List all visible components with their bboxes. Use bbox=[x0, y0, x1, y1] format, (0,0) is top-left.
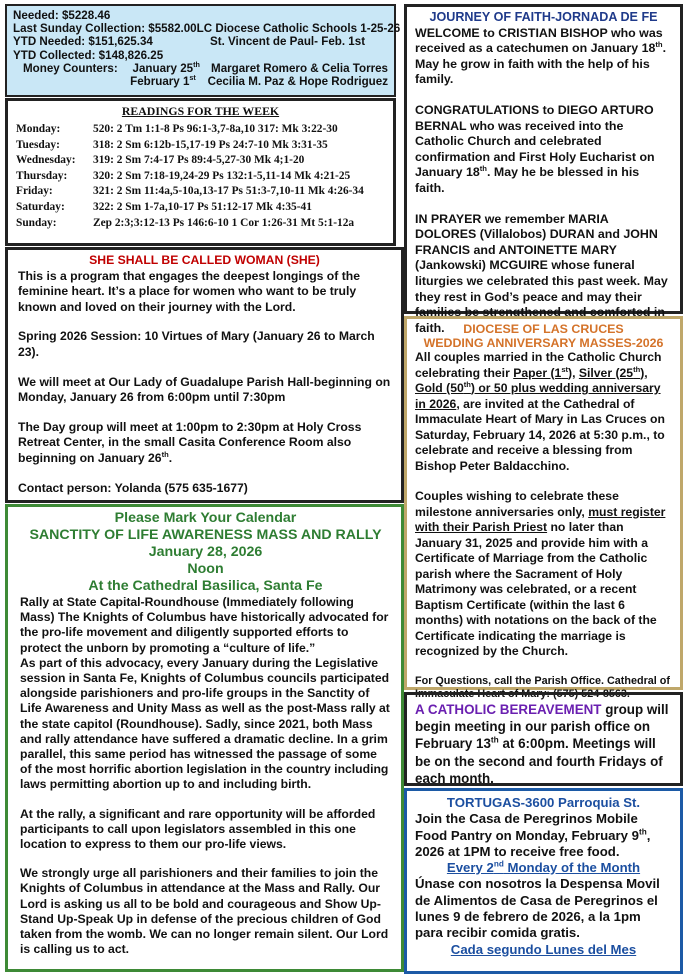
reading-row bbox=[16, 200, 385, 216]
journey-title: JOURNEY OF FAITH-JORNADA DE FE bbox=[429, 10, 658, 24]
counter-date-1: January 25th bbox=[132, 59, 200, 75]
sanctity-paragraph-2: As part of this advocacy, every January during the Legislative session in Santa Fe, Knights of Columbus councils participated alongside parishioners and pro-life groups in the Sanctity of Life Awareness and Unity Mass as well as the post-Mass rally at the state capitol (Roundhouse). Sadly, since 2021, both Mass and rally attendance have suffered a dramatic decline. In a grim parallel, this same period has witnessed the passage of some of the most horrific abortion legislation in the country including laws permitting abortion up to and including birth. bbox=[20, 655, 390, 792]
tortugas-schedule-link-es[interactable]: Cada segundo Lunes del Mes bbox=[450, 941, 637, 957]
tortugas-title: TORTUGAS-3600 Parroquia St. bbox=[446, 795, 641, 810]
journey-prayer: IN PRAYER we remember MARIA DOLORES (Villalobos) DURAN and JOHN FRANCIS and ANTOINETTE MARY (Jankowski) MCGUIRE whose funeral liturgies we celebrated this past week. May they rest in God’s peace and may their families be strengthened and comforted in faith. bbox=[415, 211, 668, 335]
tortugas-paragraph-en: Join the Casa de Peregrinos Mobile Food Pantry on Monday, February 9th, 2026 at 1PM to receive free food. bbox=[415, 811, 651, 859]
sanctity-paragraph-4: We strongly urge all parishioners and their families to join the Knights of Columbus in attendance at the Mass and Rally. Our Lord is asking us all to be bold and courageous and Show Up-Stand Up-Speak Up in defense of the precious children of God taken from the womb. We can no longer remain silent. Our Lord is calling us to act. bbox=[20, 866, 389, 957]
journey-welcome: WELCOME to CRISTIAN BISHOP who was received as a catechumen on January 18th. May he grow in faith with the help of his family. bbox=[415, 25, 667, 87]
reading-citations: 321: 2 Sm 11:4a,5-10a,13-17 Ps 51:3-7,10-11 Mk 4:26-34 bbox=[93, 185, 364, 198]
money-counters-label: Money Counters: bbox=[23, 61, 118, 75]
reading-citations: Zep 2:3;3:12-13 Ps 146:6-10 1 Cor 1:26-31 Mt 5:1-12a bbox=[93, 216, 355, 229]
wedding-box bbox=[404, 316, 683, 700]
readings-title: READINGS FOR THE WEEK bbox=[121, 104, 280, 118]
reading-day: Wednesday: bbox=[16, 154, 76, 167]
counter-date-2: February 1st bbox=[130, 73, 196, 89]
bereavement-box bbox=[404, 692, 683, 786]
reading-day: Thursday: bbox=[16, 169, 68, 182]
she-title: SHE SHALL BE CALLED WOMAN (SHE) bbox=[89, 253, 320, 267]
she-paragraph-1: This is a program that engages the deepest longings of the feminine heart. It’s a place for women who want to be truly known and loved on their journey with the Lord. bbox=[18, 268, 360, 314]
readings-box bbox=[5, 98, 396, 246]
reading-citations: 319: 2 Sm 7:4-17 Ps 89:4-5,27-30 Mk 4;1-20 bbox=[93, 154, 305, 167]
wedding-paragraph-1: All couples married in the Catholic Church celebrating their Paper (1st), Silver (25th), Gold (50th) or 50 plus wedding anniversary in 2026, are invited at the Cathedral of Immaculate Heart of Mary in Las Cruces on Saturday, February 14, 2026 at 5:30 p.m., to celebrate and receive a blessing from Bishop Peter Baldacchino. bbox=[415, 350, 665, 473]
sanctity-location: At the Cathedral Basilica, Santa Fe bbox=[88, 578, 323, 594]
needed-amount: Needed: $5228.46 bbox=[13, 9, 111, 22]
second-collection-2: St. Vincent de Paul- Feb. 1st bbox=[210, 35, 366, 49]
last-sunday-collection: Last Sunday Collection: $5582.00 bbox=[13, 22, 197, 36]
sanctity-heading-1: Please Mark Your Calendar bbox=[114, 510, 297, 526]
readings-list bbox=[16, 122, 385, 231]
second-collection-1: LC Diocese Catholic Schools 1-25-26 bbox=[196, 22, 401, 36]
reading-day: Monday: bbox=[16, 123, 61, 135]
wedding-paragraph-2: Couples wishing to celebrate these milestone anniversaries only, must register with their Parish Priest no later than January 31, 2025 and provide him with a Certificate of Marriage from the Catholic parish where the Sacrament of Holy Matrimony was celebrated, or a recent Baptism Certificate (within the last 6 months) with notations on the back of the Certificate indicating the marriage is recognized by the Church. bbox=[415, 489, 666, 658]
she-paragraph-2: Spring 2026 Session: 10 Virtues of Mary (January 26 to March 23). bbox=[18, 329, 375, 359]
sanctity-box bbox=[5, 504, 404, 972]
reading-row bbox=[16, 169, 385, 185]
counters-1: Margaret Romero & Celia Torres bbox=[211, 61, 388, 75]
reading-row bbox=[16, 153, 385, 169]
reading-row bbox=[16, 138, 385, 154]
sanctity-heading-2: SANCTITY OF LIFE AWARENESS MASS AND RALLY bbox=[29, 527, 382, 543]
sanctity-paragraph-1: Rally at State Capital-Roundhouse (Immediately following Mass) The Knights of Columbus have historically advocated for the pro-life movement and diligently supported efforts to protect the unborn by promoting a “culture of life.” bbox=[20, 595, 389, 655]
journey-congratulations: CONGRATULATIONS to DIEGO ARTURO BERNAL who was received into the Catholic Church and celebrated confirmation and First Holy Eucharist on January 18th. May he be blessed in his faith. bbox=[415, 102, 655, 195]
wedding-title-2: WEDDING ANNIVERSARY MASSES-2026 bbox=[423, 336, 664, 350]
bereavement-text: A CATHOLIC BEREAVEMENT group will begin meeting in our parish office on February 13th at 6:00pm. Meetings will be on the second and fourth Fridays of each month. bbox=[415, 702, 669, 786]
reading-citations: 520: 2 Tm 1:1-8 Ps 96:1-3,7-8a,10 317: Mk 3:22-30 bbox=[93, 123, 338, 135]
she-box bbox=[5, 247, 404, 503]
reading-citations: 320: 2 Sm 7:18-19,24-29 Ps 132:1-5,11-14 Mk 4:21-25 bbox=[93, 169, 351, 182]
ytd-needed: YTD Needed: $151,625.34 bbox=[13, 35, 153, 49]
reading-day: Saturday: bbox=[16, 200, 65, 213]
she-paragraph-4: The Day group will meet at 1:00pm to 2:30pm at Holy Cross Retreat Center, in the small Casita Conference Room also beginning on January 26th. bbox=[18, 419, 362, 465]
she-contact: Contact person: Yolanda (575 635-1677) bbox=[18, 480, 248, 495]
tortugas-box bbox=[404, 788, 683, 974]
sanctity-time: Noon bbox=[187, 561, 224, 577]
finance-box bbox=[5, 4, 401, 97]
wedding-contact: For Questions, call the Parish Office. Cathedral of Immaculate Heart of Mary: (575) 524-8563. bbox=[415, 674, 670, 700]
reading-row bbox=[16, 216, 385, 232]
tortugas-paragraph-es: Únase con nosotros la Despensa Movil de Alimentos de Casa de Peregrinos el lunes 9 de febrero de 2026, a la 1pm para recibir comida gratis. bbox=[415, 876, 660, 941]
reading-row bbox=[16, 184, 385, 200]
reading-day: Tuesday: bbox=[16, 138, 60, 151]
sanctity-date: January 28, 2026 bbox=[148, 544, 263, 560]
wedding-title-1: DIOCESE OF LAS CRUCES bbox=[463, 322, 624, 336]
reading-citations: 322: 2 Sm 1-7a,10-17 Ps 51:12-17 Mk 4:35-41 bbox=[93, 200, 312, 213]
reading-day: Sunday: bbox=[16, 216, 57, 229]
tortugas-schedule-link-en[interactable]: Every 2nd Monday of the Month bbox=[446, 859, 641, 876]
sanctity-paragraph-3: At the rally, a significant and rare opportunity will be afforded participants to call upon legislators assembled in this one location to express to them our pro-life views. bbox=[20, 806, 376, 852]
counters-2: Cecilia M. Paz & Hope Rodriguez bbox=[207, 75, 388, 89]
reading-day: Friday: bbox=[16, 185, 53, 198]
reading-citations: 318: 2 Sm 6:12b-15,17-19 Ps 24:7-10 Mk 3:31-35 bbox=[93, 138, 328, 151]
reading-row bbox=[16, 122, 385, 138]
ytd-collected: YTD Collected: $148,826.25 bbox=[13, 48, 164, 62]
she-paragraph-3: We will meet at Our Lady of Guadalupe Parish Hall-beginning on Monday, January 26 from 6:00pm until 7:30pm bbox=[18, 374, 391, 405]
